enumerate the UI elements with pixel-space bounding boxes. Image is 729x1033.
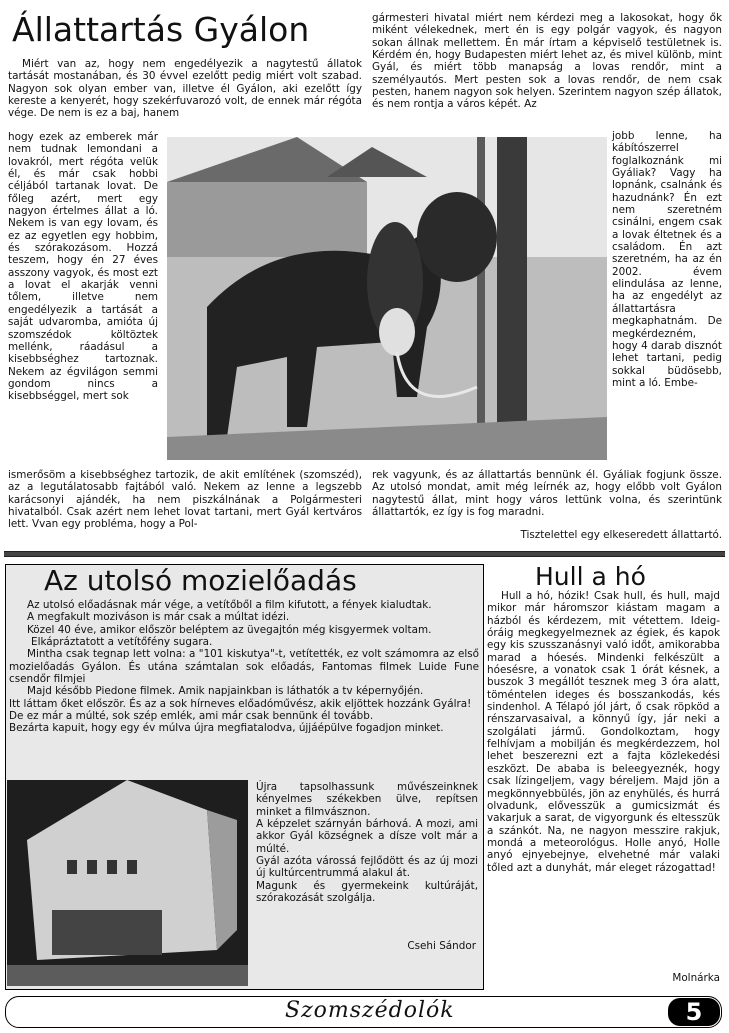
page-number: 5 [668,998,720,1026]
article2-side-line: Magunk és gyermekeink kultúráját, szórakozását szolgálja. [256,879,478,905]
article2-line: A megfakult moziváson is már csak a múltat idézi. [27,611,290,624]
article2-line: De ez már a múlté, sok szép emlék, ami már csak bennünk él tovább. [9,710,374,723]
article2-line: Majd később Piedone filmek. Amik napjainkban is láthatók a tv képernyőjén. [27,685,424,698]
footer-title: Szomszédolók [285,998,455,1023]
article3-author: Molnárka [672,972,720,984]
article1-col2-bottom: rek vagyunk, és az állattartás bennünk él. Gyáliak fogjunk össze. Az utolsó mondat, amit még leírnék az, hogy előbb volt Gyálon nagytestű állat, mint hogy város lettünk volna, és szerintünk állattartók, ez így is fog maradni. [372,469,722,519]
article2-line: Közel 40 éve, amikor először beléptem az üvegajtón még kisgyermek voltam. [27,623,432,636]
cinema-photo [7,780,248,986]
article1-col2-wrap: jobb lenne, ha kábítószerrel foglalkoznánk mi Gyáliak? Vagy ha lopnánk, csalnánk és hazudnánk? Én ezt nem szeretném csinálni, engem csak a lovak éltetnek és a családom. Én azt szeretném, ha az én 2002. évem elindulása az lenne, ha az engedélyt az állattartásra megkaphatnám. De megkérdezném, hogy 4 darab disznót lehet tartani, pedig sokkal büdösebb, mint a ló. Embe- [612,130,722,389]
article1-col1-bottom: ismerősöm a kisebbséghez tartozik, de akit említének (szomszéd), az a legutálatosabb fajtából való. Nekem az lenne a legszebb karácsonyi ajándék, ha nem piszkálnának a Polgármesteri hivatalból. Csak azért nem lehet lovat tartani, mert Gyál kertváros lett. Vvan egy probléma, hogy a Pol- [8,469,362,531]
article2-side-line: Újra tapsolhassunk művészeinknek kényelmes székekben ülve, repítsen minket a filmvásznon. [256,781,478,818]
horse-illustration [167,137,607,460]
article1-signature: Tisztelettel egy elkeseredett állattartó. [520,529,722,541]
article2-body [9,599,479,735]
article2-line: Itt láttam őket először. És az a sok hírneves előadóművész, akik eljöttek hozzánk Gyálra! [9,697,472,710]
article-title-allattartas: Állattartás Gyálon [12,10,310,49]
article2-side [256,781,478,904]
article2-side-line: Gyál azóta várossá fejlődött és az új mozi új kultúrcentrummá alakul át. [256,855,478,880]
section-divider [4,551,725,557]
article-title-hull-a-ho: Hull a hó [535,562,646,591]
horse-photo [167,137,607,460]
cinema-illustration [7,780,248,986]
article2-author: Csehi Sándor [407,940,476,952]
article1-col2-top: gármesteri hivatal miért nem kérdezi meg a lakosokat, hogy ők miként vélekednek, mert én is egy polgár vagyok, és nagyon sokan állnak mellettem. Én már írtam a képviselő testületnek is. Kérdém én, hogy Budapesten miért lehet az, és mivel különb, mint Gyál, és miért több manapság a lovas rendőr, mint a személyautós. Mert pesten sok a lovas rendőr, de nem csak pesten, hanem nagyon sok helyen. Szerintem nagyon szép állatok, és nem rontja a város képét. Az [372,12,722,111]
article2-line: Az utolsó előadásnak már vége, a vetítőből a film kifutott, a fények kialudtak. [27,599,432,611]
article2-side-line: A képzelet szárnyán bárhová. A mozi, ami akkor Gyál községnek a dísze volt már a múlté. [256,818,478,855]
article2-line: Elkápráztatott a vetítőfény sugara. [31,636,213,649]
article1-col1-wrap: hogy ezek az emberek már nem tudnak lemondani a lovakról, mert régóta velük él, és már csak hobbi céljából tartanak lovat. De főleg azért, mert egy nagyon értelmes állat a ló. Nekem is van egy lovam, és ez az egyetlen egy hobbim, és szórakozásom. Hozzá teszem, hogy én 27 éves asszony vagyok, és most ezt a lovat el akarják venni tőlem, illetve nem engedélyezik a tartását a saját udvaromba, amióta új szomszédok költöztek mellénk, ráadásul a kisebbséghez tartoznak. Nekem az égvilágon semmi gondom nincs a kisebbséggel, mert sok [8,131,158,403]
article-title-mozieloadas: Az utolsó mozielőadás [44,564,357,597]
article2-line: Bezárta kapuit, hogy egy év múlva újra megfiatalodva, újjáépülve fogadjon minket. [9,722,444,735]
article2-line: Mintha csak tegnap lett volna: a "101 kiskutya"-t, vetítették, ez volt számomra az első mozielőadás Gyálon. És utána számtalan sok előadás, Fantomas filmek Luide Fune csendőr filmjei [9,648,479,686]
article3-body: Hull a hó, hózik! Csak hull, és hull, majd mikor már háromszor kiástam magam a házból és kérdezem, mit vétettem. Ideig-óráig megkegyelmeznek az égiek, és kapok egy kis szusszanásnyi való időt, amikorabba marad a hóesés. Mindenki felkészült a hóesésre, a vonatok csak 1 órát késnek, a buszok 3 megállót tesznek meg 3 óra alatt, töméntelen ideges és bosszankodás, kés sindenhol. A Télapó jól járt, ő csak röpköd a rénszarvasaival, a könnyű így, jár neki a szolgálati jármű. Gondolkoztam, hogy felhívjam a mobilján és megkérdezzem, hol lehet beszerezni ezt a fajta közlekedési eszközt. De ababa is beleegyeznék, hogy csak lízingeljem, vagy béreljem. Majd jön a megkönnyebbülés, jön az enyhülés, és hurrá olvadunk, elővesszük a gumicsizmát és vakarjuk a sarat, de vigyorgunk és eltesszük a szánkót. Na, ne nagyon messzire rakjuk, mondá a meteorológus. Holle anyó, Holle anyó ejnyebejnye, elvehetné már valaki tőled azt a dunyhát, már eleget rázogattad! [487,590,720,874]
article1-col1-top: Miért van az, hogy nem engedélyezik a nagytestű állatok tartását mostanában, és 30 évvel ezelőtt pedig miért volt szabad. Nagyon sok olyan ember van, illetve él Gyálon, aki ezelőtt így kereste a kenyerét, hogy szekérfuvarozó volt, de ennek már régóta vége. De nem is ez a baj, hanem [8,58,362,120]
